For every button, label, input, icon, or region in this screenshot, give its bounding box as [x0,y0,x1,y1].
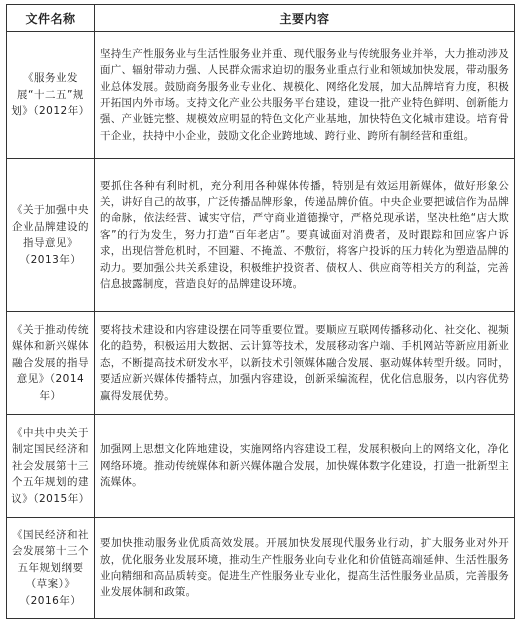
document-content-cell: 坚持生产性服务业与生活性服务业并重、现代服务业与传统服务业并举，大力推动涉及面广、辐射带动力强、人民群众需求迫切的服务业重点行业和领域加快发展，带动服务业总体发展。鼓励商务服务业专业化、规模化、网络化发展，加大品牌培育力度，积极开拓国内外市场。支持文化产业公共服务平台建设，建设一批产业特色鲜明、创新能力强、产业链完整、规模效应明显的特色文化产业基地，加快特色文化城市建设。培育骨干企业，扶持中小企业，鼓励文化企业跨地域、跨行业、跨所有制经营和重组。 [95,32,515,159]
document-content-cell: 要抓住各种有利时机，充分利用各种媒体传播，特别是有效运用新媒体，做好形象公关，讲好自己的故事，广泛传播品牌形象，传递品牌价值。中央企业要把诚信作为品牌的命脉，依法经营、诚实守信，严守商业道德操守，严格兑现承诺，坚决杜绝“店大欺客”的行为发生，努力打造“百年老店”。要真诚面对消费者，及时跟踪和回应客户诉求，出现信誉危机时，不回避、不掩盖、不敷衍，将客户投诉的压力转化为塑造品牌的动力。要加强公共关系建设，积极维护投资者、债权人、供应商等相关方的利益，完善信息披露制度，营造良好的品牌建设环境。 [95,159,515,312]
document-content-cell: 加强网上思想文化阵地建设，实施网络内容建设工程，发展积极向上的网络文化，净化网络环境。推动传统媒体和新兴媒体融合发展，加快媒体数字化建设，打造一批新型主流媒体。 [95,415,515,518]
policy-documents-table [6,4,515,619]
document-name-cell: 《关于加强中央企业品牌建设的指导意见》（2013年） [7,159,95,312]
header-document-name: 文件名称 [7,5,95,32]
header-main-content: 主要内容 [95,5,515,32]
table-row [7,415,515,518]
table-row [7,32,515,159]
document-name-cell: 《关于推动传统媒体和新兴媒体融合发展的指导意见》（2014年） [7,312,95,415]
document-name-cell: 《中共中央关于制定国民经济和社会发展第十三个五年规划的建议》（2015年） [7,415,95,518]
document-content-cell: 要将技术建设和内容建设摆在同等重要位置。要顺应互联网传播移动化、社交化、视频化的趋势，积极运用大数据、云计算等技术，发展移动客户端、手机网站等新应用新业态，不断提高技术研发水平，以新技术引领媒体融合发展、驱动媒体转型升级。同时，要适应新兴媒体传播特点，加强内容建设，创新采编流程，优化信息服务，以内容优势赢得发展优势。 [95,312,515,415]
document-content-cell: 要加快推动服务业优质高效发展。开展加快发展现代服务业行动，扩大服务业对外开放，优化服务业发展环境，推动生产性服务业向专业化和价值链高端延伸、生活性服务业向精细和高品质转变。促进生产性服务业专业化，提高生活性服务业品质，完善服务业发展体制和政策。 [95,518,515,619]
document-name-cell: 《国民经济和社会发展第十三个五年规划纲要（草案）》（2016年） [7,518,95,619]
table-row [7,159,515,312]
table-row [7,312,515,415]
table-header [7,5,515,32]
document-name-cell: 《服务业发展“十二五”规划》（2012年） [7,32,95,159]
table-row [7,518,515,619]
